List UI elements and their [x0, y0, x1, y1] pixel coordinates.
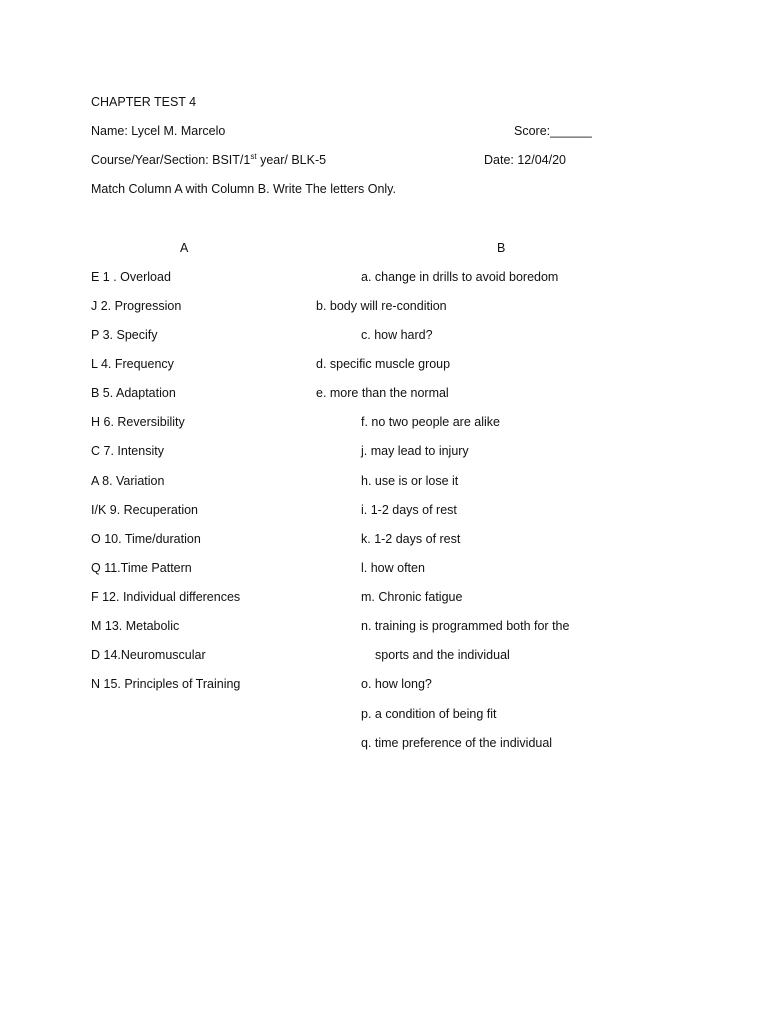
column-a-heading: A: [180, 241, 189, 255]
column-a-item: N 15. Principles of Training: [91, 677, 241, 691]
column-a-item: C 7. Intensity: [91, 444, 164, 458]
column-b-item: n. training is programmed both for the: [361, 619, 570, 633]
column-a-item: E 1 . Overload: [91, 270, 171, 284]
column-a-item: H 6. Reversibility: [91, 415, 185, 429]
column-a-item: J 2. Progression: [91, 299, 182, 313]
course-year-section: [91, 152, 326, 168]
column-b-item: f. no two people are alike: [361, 415, 500, 429]
column-b-item: m. Chronic fatigue: [361, 590, 463, 604]
column-b-item: o. how long?: [361, 677, 432, 691]
column-a-item: F 12. Individual differences: [91, 590, 241, 604]
course-prefix: Course/Year/Section: BSIT/1: [91, 153, 251, 167]
column-b-item: d. specific muscle group: [316, 357, 451, 371]
column-b-item: c. how hard?: [361, 328, 433, 342]
course-ordinal-suffix: st: [250, 151, 257, 161]
date-field: Date: 12/04/20: [484, 153, 567, 167]
column-b-item: j. may lead to injury: [361, 444, 469, 458]
column-a-item: P 3. Specify: [91, 328, 158, 342]
column-a-item: L 4. Frequency: [91, 357, 174, 371]
column-b-item: a. change in drills to avoid boredom: [361, 270, 559, 284]
column-b-item: l. how often: [361, 561, 425, 575]
column-b-item: b. body will re-condition: [316, 299, 447, 313]
column-a-item: D 14.Neuromuscular: [91, 648, 206, 662]
column-a-item: O 10. Time/duration: [91, 532, 201, 546]
student-name: Name: Lycel M. Marcelo: [91, 124, 226, 138]
column-b-item-continuation: sports and the individual: [375, 648, 510, 662]
instructions: Match Column A with Column B. Write The letters Only.: [91, 182, 396, 196]
column-b-item: e. more than the normal: [316, 386, 449, 400]
score-field: Score:______: [514, 124, 592, 138]
column-b-item: p. a condition of being fit: [361, 707, 497, 721]
column-a-item: B 5. Adaptation: [91, 386, 176, 400]
course-suffix: year/ BLK-5: [256, 153, 327, 167]
column-b-heading: B: [497, 241, 506, 255]
column-b-item: k. 1-2 days of rest: [361, 532, 461, 546]
column-a-item: Q 11.Time Pattern: [91, 561, 192, 575]
column-b-item: i. 1-2 days of rest: [361, 503, 457, 517]
column-a-item: A 8. Variation: [91, 474, 165, 488]
page-title: CHAPTER TEST 4: [91, 95, 197, 109]
column-b-item: h. use is or lose it: [361, 474, 459, 488]
column-a-item: I/K 9. Recuperation: [91, 503, 199, 517]
column-a-item: M 13. Metabolic: [91, 619, 180, 633]
column-b-item: q. time preference of the individual: [361, 736, 553, 750]
